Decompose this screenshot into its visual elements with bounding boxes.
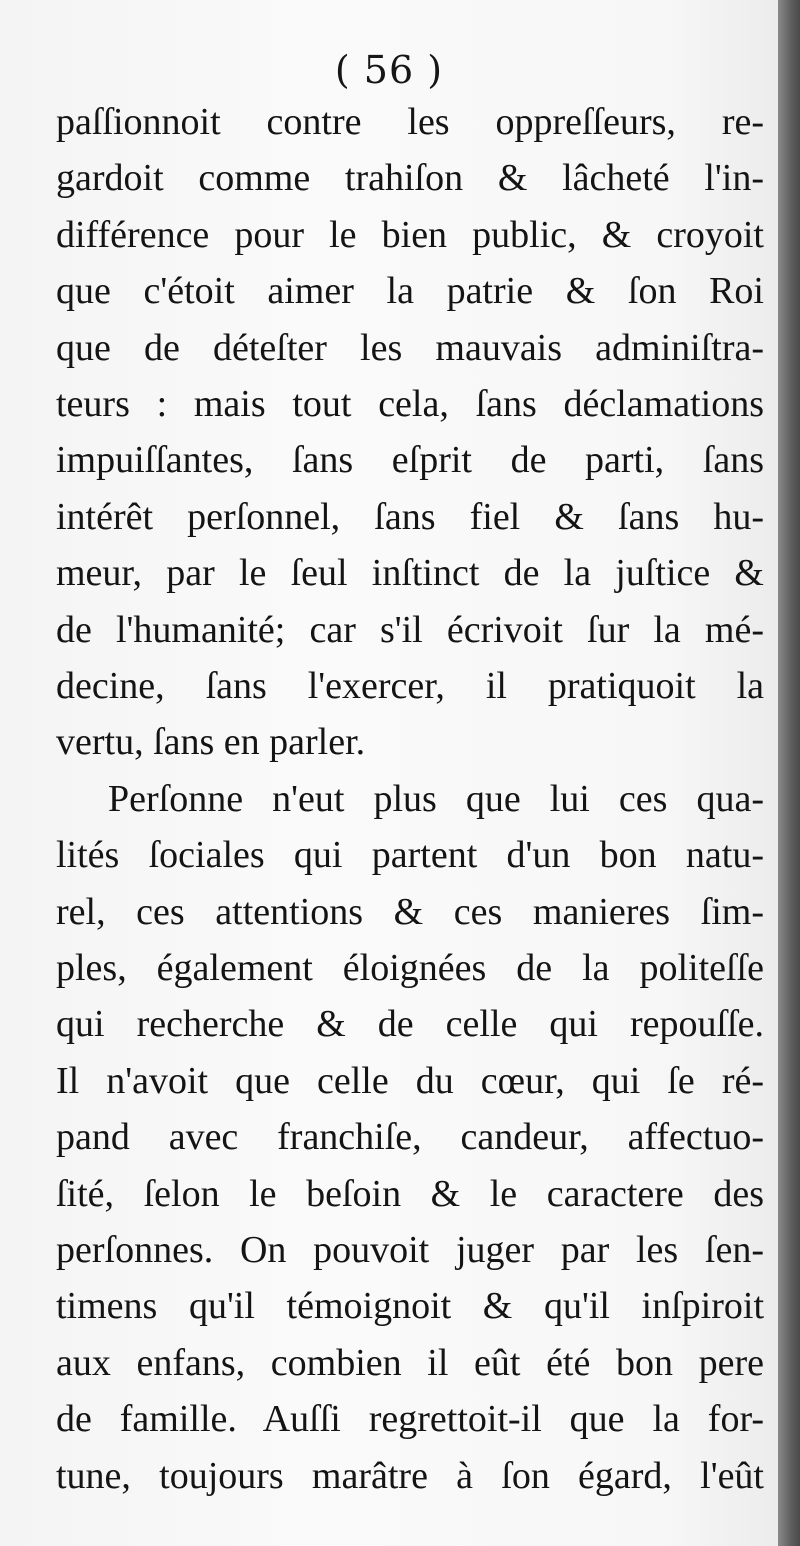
text-line-8: intérêt perſonnel, ſans fiel & ſans hu- xyxy=(56,496,764,538)
text-line-18: Il n'avoit que celle du cœur, qui ſe ré- xyxy=(56,1060,764,1102)
text-line-22: timens qu'il témoignoit & qu'il inſpiroit xyxy=(56,1285,764,1327)
text-line-2: gardoit comme trahiſon & lâcheté l'in- xyxy=(56,157,764,199)
text-line-5: que de déteſter les mauvais adminiſtra- xyxy=(56,327,764,369)
text-line-9: meur, par le ſeul inſtinct de la juſtice & xyxy=(56,552,764,594)
text-line-11: decine, ſans l'exercer, il pratiquoit la xyxy=(56,665,764,707)
text-line-24: de famille. Auſſi regrettoit-il que la for- xyxy=(56,1398,764,1440)
text-line-17: qui recherche & de celle qui repouſſe. xyxy=(56,1003,764,1045)
page-number: ( 56 ) xyxy=(334,48,444,92)
text-line-6: teurs : mais tout cela, ſans déclamations xyxy=(56,383,764,425)
text-line-25: tune, toujours marâtre à ſon égard, l'eût xyxy=(56,1455,764,1497)
text-line-10: de l'humanité; car s'il écrivoit ſur la mé- xyxy=(56,609,764,651)
text-line-3: différence pour le bien public, & croyoit xyxy=(56,214,764,256)
page-edge-shadow xyxy=(778,0,800,1546)
text-line-7: impuiſſantes, ſans eſprit de parti, ſans xyxy=(56,439,764,481)
text-line-12: vertu, ſans en parler. xyxy=(56,721,366,763)
text-line-20: ſité, ſelon le beſoin & le caractere des xyxy=(56,1173,764,1215)
text-line-15: rel, ces attentions & ces manieres ſim- xyxy=(56,891,764,933)
text-line-19: pand avec franchiſe, candeur, affectuo- xyxy=(56,1116,764,1158)
text-line-13: Perſonne n'eut plus que lui ces qua- xyxy=(108,778,764,820)
text-line-23: aux enfans, combien il eût été bon pere xyxy=(56,1342,764,1384)
text-line-14: lités ſociales qui partent d'un bon natu- xyxy=(56,834,764,876)
text-line-21: perſonnes. On pouvoit juger par les ſen- xyxy=(56,1229,764,1271)
text-line-4: que c'étoit aimer la patrie & ſon Roi xyxy=(56,270,764,312)
text-line-16: ples, également éloignées de la politeſſe xyxy=(56,947,764,989)
text-line-1: paſſionnoit contre les oppreſſeurs, re- xyxy=(56,101,764,143)
